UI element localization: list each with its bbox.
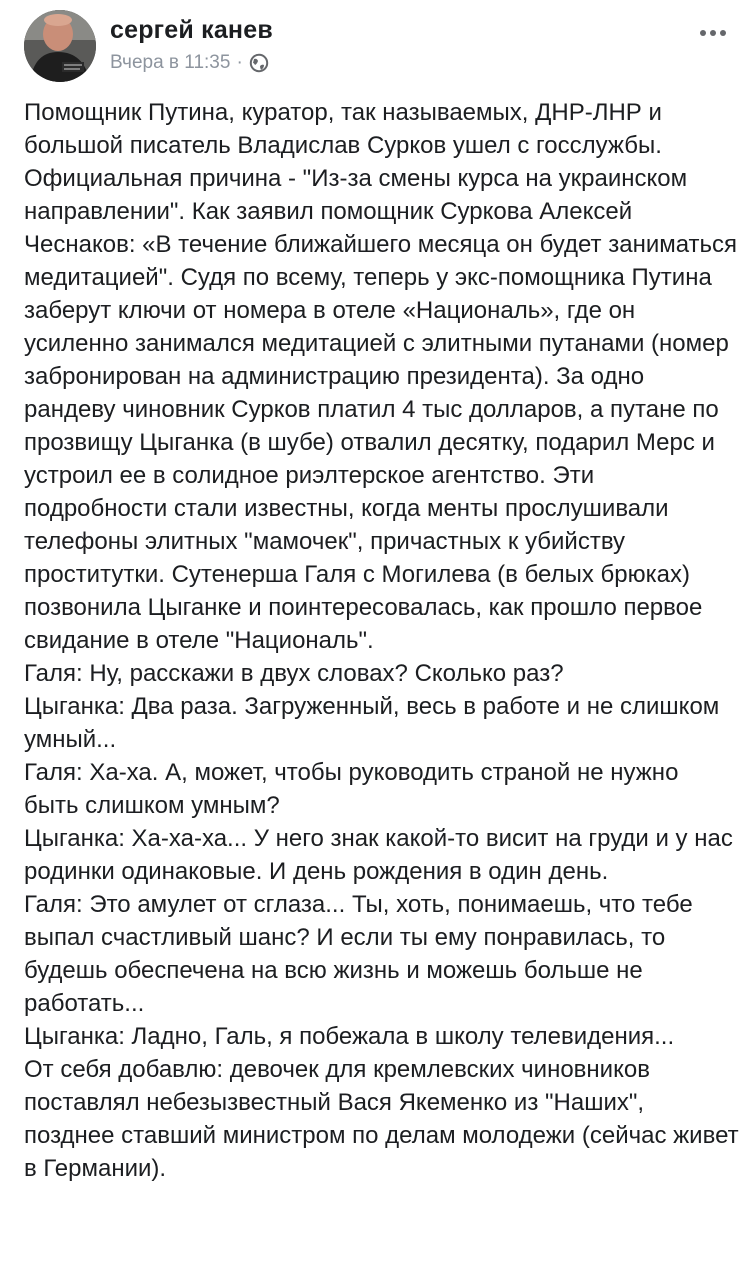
post-paragraph: От себя добавлю: девочек для кремлевских чиновников поставлял небезызвестный Вася Якеменко из "Наших", позднее ставший министром по делам молодежи (сейчас живет в Германии). — [24, 1056, 739, 1182]
post-meta — [110, 52, 269, 74]
more-options-button[interactable] — [693, 18, 733, 48]
avatar-photo — [24, 10, 96, 82]
post-paragraph: Галя: Это амулет от сглаза... Ты, хоть, понимаешь, что тебе выпал счастливый шанс? И если ты ему понравилась, то будешь обеспечена на всю жизнь и можешь больше не работать... — [24, 891, 693, 1017]
more-options-dot — [710, 30, 716, 36]
post-paragraph: Цыганка: Ладно, Галь, я побежала в школу телевидения... — [24, 1023, 675, 1050]
author-name[interactable]: сергей канев — [110, 16, 273, 44]
post-header — [0, 0, 755, 95]
post-paragraph: Цыганка: Два раза. Загруженный, весь в работе и не слишком умный... — [24, 693, 720, 753]
post-paragraph: Цыганка: Ха-ха-ха... У него знак какой-то висит на груди и у нас родинки одинаковые. И день рождения в один день. — [24, 825, 733, 885]
post-paragraph: Помощник Путина, куратор, так называемых, ДНР-ЛНР и большой писатель Владислав Сурков ушел с госслужбы. Официальная причина - "Из-за смены курса на украинском направлении". Как заявил помощник Суркова Алексей Чеснаков: «В течение ближайшего месяца он будет заниматься медитацией". Судя по всему, теперь у экс-помощника Путина заберут ключи от номера в отеле «Националь», где он усиленно занимался медитацией с элитными путанами (номер забронирован на администрацию президента). За одно рандеву чиновник Сурков платил 4 тыс долларов, а путане по прозвищу Цыганка (в шубе) отвалил десятку, подарил Мерс и устроил ее в солидное риэлтерское агентство. Эти подробности стали известны, когда менты прослушивали телефоны элитных "мамочек", причастных к убийству проститутки. Сутенерша Галя с Могилева (в белых брюках) позвонила Цыганке и поинтересовалась, как прошло первое свидание в отеле "Националь". — [24, 99, 738, 654]
post-paragraph: Галя: Ну, расскажи в двух словах? Сколько раз? — [24, 660, 564, 687]
meta-separator: · — [236, 52, 243, 73]
post-text — [24, 96, 739, 1185]
more-options-dot — [720, 30, 726, 36]
author-avatar[interactable] — [24, 10, 96, 82]
more-options-icon — [700, 30, 706, 36]
globe-icon[interactable] — [249, 53, 269, 73]
post-paragraph: Галя: Ха-ха. А, может, чтобы руководить страной не нужно быть слишком умным? — [24, 759, 679, 819]
post-timestamp[interactable]: Вчера в 11:35 — [110, 52, 231, 73]
